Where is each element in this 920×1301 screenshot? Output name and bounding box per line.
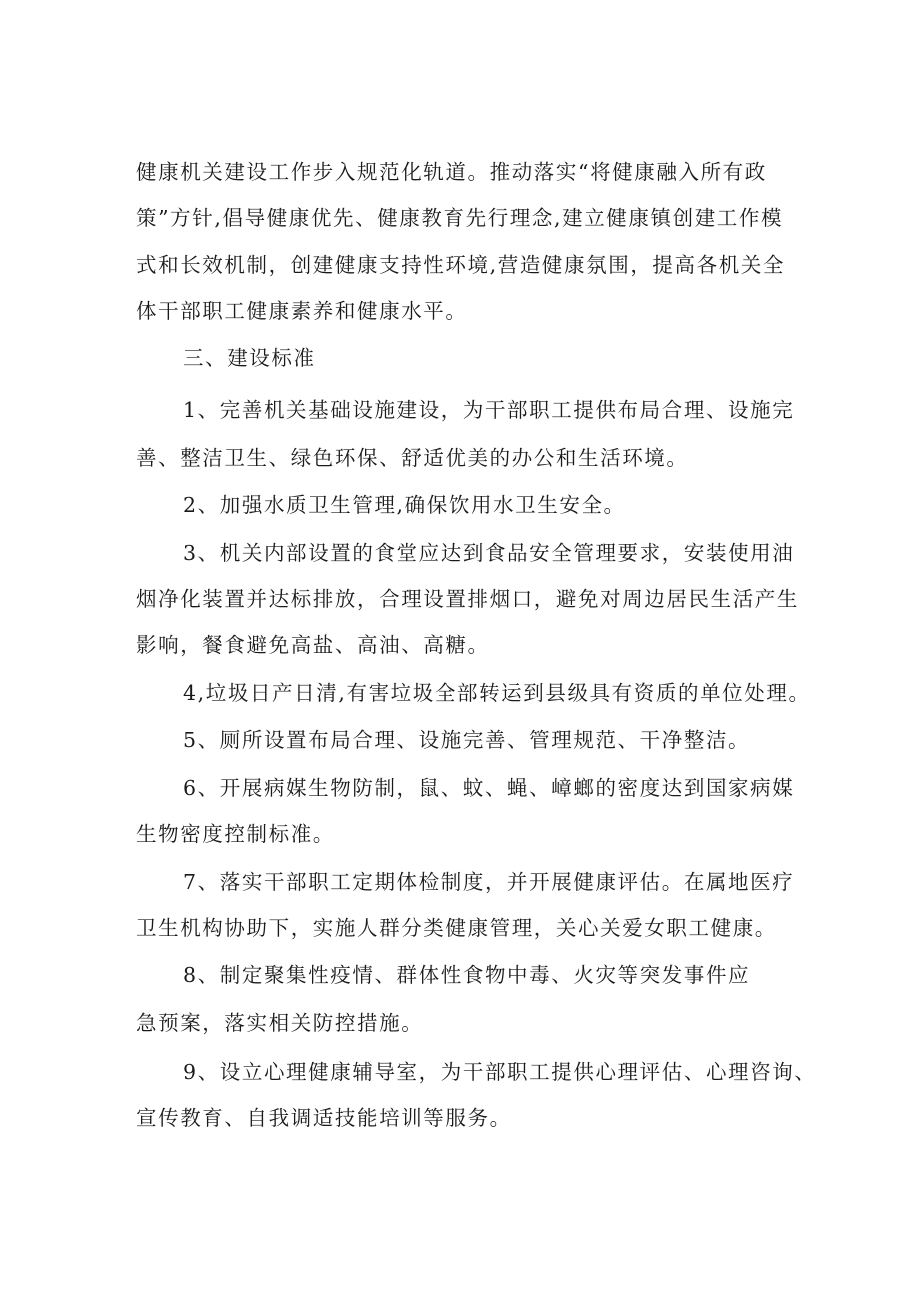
item-8-line-2: 急预案，落实相关防控措施。 bbox=[136, 1011, 424, 1035]
item-1-line-2: 善、整洁卫生、绿色环保、舒适优美的办公和生活环境。 bbox=[136, 446, 689, 470]
body-line-1: 健康机关建设工作步入规范化轨道。推动落实“将健康融入所有政 bbox=[136, 160, 767, 184]
item-7-line-2: 卫生机构协助下，实施人群分类健康管理，关心关爱女职工健康。 bbox=[136, 916, 777, 940]
body-line-4: 体干部职工健康素养和健康水平。 bbox=[136, 299, 468, 323]
item-9-line-1: 9、设立心理健康辅导室，为干部职工提供心理评估、心理咨询、 bbox=[183, 1060, 817, 1084]
item-5-line-1: 5、厕所设置布局合理、设施完善、管理规范、干净整洁。 bbox=[183, 728, 751, 752]
item-2-line-1: 2、加强水质卫生管理,确保饮用水卫生安全。 bbox=[183, 493, 626, 517]
body-line-2: 策”方针,倡导健康优先、健康教育先行理念,建立健康镇创建工作模 bbox=[136, 206, 784, 230]
body-line-3: 式和长效机制，创建健康支持性环境,营造健康氛围，提高各机关全 bbox=[136, 253, 786, 277]
item-3-line-2: 烟净化装置并达标排放，合理设置排烟口，避免对周边居民生活产生 bbox=[136, 587, 799, 611]
item-1-line-1: 1、完善机关基础设施建设，为干部职工提供布局合理、设施完 bbox=[183, 398, 795, 422]
item-7-line-1: 7、落实干部职工定期体检制度，并开展健康评估。在属地医疗 bbox=[183, 870, 795, 894]
item-3-line-1: 3、机关内部设置的食堂应达到食品安全管理要求，安装使用油 bbox=[183, 541, 795, 565]
item-6-line-1: 6、开展病媒生物防制，鼠、蚊、蝇、嶂螂的密度达到国家病媒 bbox=[183, 776, 795, 800]
item-9-line-2: 宣传教育、自我调适技能培训等服务。 bbox=[136, 1106, 512, 1130]
section-heading: 三、建设标准 bbox=[183, 346, 316, 370]
item-6-line-2: 生物密度控制标准。 bbox=[136, 822, 335, 846]
item-3-line-3: 影响，餐食避免高盐、高油、高糖。 bbox=[136, 633, 490, 657]
item-4-line-1: 4,垃圾日产日清,有害垃圾全部转运到县级具有资质的单位处理。 bbox=[183, 681, 811, 705]
item-8-line-1: 8、制定聚集性疫情、群体性食物中毒、火灾等突发事件应 bbox=[183, 963, 751, 987]
